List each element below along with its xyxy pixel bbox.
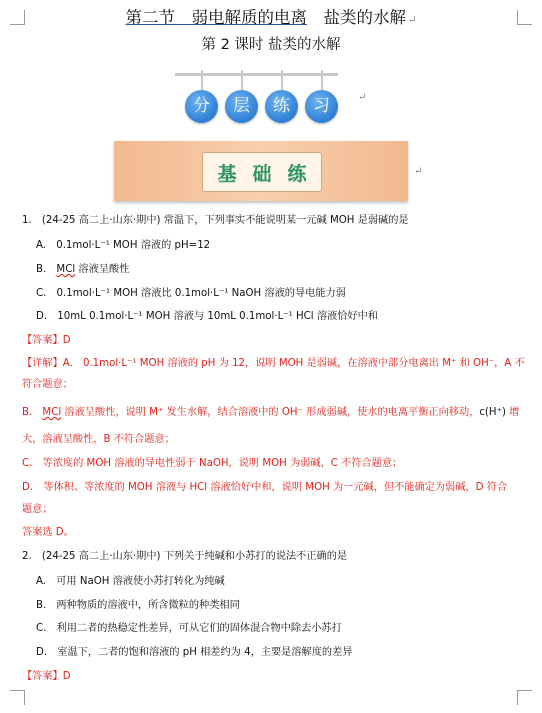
question-2-answer: 【答案】D [22,671,71,682]
banner-char-3: 练 [287,162,307,185]
question-1-option-c: C. 0.1mol·L⁻¹ MOH 溶液比 0.1mol·L⁻¹ NaOH 溶液的导电能力弱 [36,288,346,299]
layer-practice-badge [170,70,367,130]
page-title [0,8,542,31]
page-subtitle: 第 2 课时 盐类的水解 [201,37,341,53]
question-1-answer: 【答案】D [22,335,71,346]
question-1-option-b: B. MCl 溶液呈酸性 [36,264,130,275]
title-section: 第二节 弱电解质的电离 [125,8,308,27]
question-2-option-c: C. 利用二者的热稳定性差异，可从它们的固体混合物中除去小苏打 [36,623,342,634]
question-2-option-a: A. 可用 NaOH 溶液使小苏打转化为纯碱 [36,576,225,587]
basic-practice-banner [114,141,408,201]
explanation-c: C. 等浓度的 MOH 溶液的导电性弱于 NaOH，说明 MOH 为弱碱，C 不符合题意； [22,458,403,469]
explanation-d-line1: D. 等体积、等浓度的 MOH 溶液与 HCl 溶液恰好中和，说明 MOH 为一元碱，但不能确定为弱碱，D 符合 [22,482,508,493]
question-2-option-b: B. 两种物质的溶液中，所含微粒的种类相同 [36,600,240,611]
badge-char-4: 习 [305,90,338,123]
explanation-d-line2: 题意； [22,504,53,515]
explanation-b-line2: 大，溶液呈酸性，B 不符合题意； [22,434,175,445]
explanation-conclusion: 答案选 D。 [22,527,74,538]
badge-char-2: 层 [225,90,258,123]
paragraph-mark-icon: ↵ [408,15,417,26]
crop-mark-bottom-right [517,690,532,705]
paragraph-mark-icon: ↵ [414,166,423,177]
badge-rail [175,73,338,76]
badge-char-1: 分 [185,90,218,123]
question-1-option-a: A. 0.1mol·L⁻¹ MOH 溶液的 pH=12 [36,240,211,251]
banner-char-1: 基 [217,162,237,185]
question-2-option-d: D. 室温下，二者的饱和溶液的 pH 相差约为 4，主要是溶解度的差异 [36,647,353,658]
title-topic: 盐类的水解 [323,8,407,27]
badge-char-3: 练 [265,90,298,123]
question-1-stem: 1. (24-25 高二上·山东·期中) 常温下，下列事实不能说明某一元碱 MOH 是弱碱的是 [22,215,409,226]
question-1-option-d: D. 10mL 0.1mol·L⁻¹ MOH 溶液与 10mL 0.1mol·L⁻¹ HCl 溶液恰好中和 [36,311,378,322]
banner-char-2: 础 [252,162,272,185]
explanation-a-line1: 【详解】A. 0.1mol·L⁻¹ MOH 溶液的 pH 为 12，说明 MOH 是弱碱，在溶液中部分电离出 M⁺ 和 OH⁻，A 不 [22,358,525,369]
explanation-a-line2: 符合题意； [22,379,73,390]
banner-label-box [202,152,322,192]
question-2-stem: 2. (24-25 高二上·山东·期中) 下列关于纯碱和小苏打的说法不正确的是 [22,551,348,562]
crop-mark-bottom-left [10,690,25,705]
explanation-b-line1: B. MCl 溶液呈酸性，说明 M⁺ 发生水解，结合溶液中的 OH⁻ 形成弱碱，使水的电离平衡正向移动，c(H⁺) 增 [22,407,520,418]
paragraph-mark-icon: ↵ [358,92,367,103]
